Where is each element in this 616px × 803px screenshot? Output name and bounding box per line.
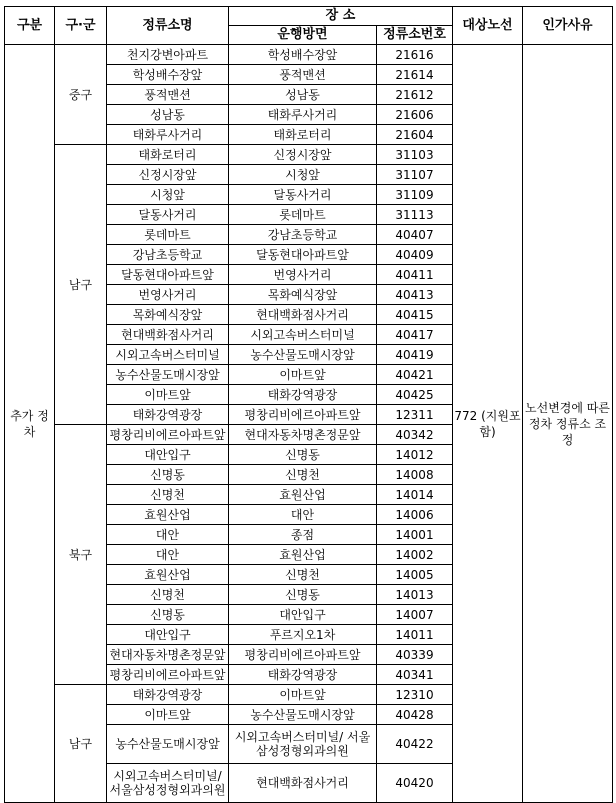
direction-cell: 시외고속버스터미널/ 서울삼성정형외과의원 bbox=[229, 725, 377, 764]
direction-cell: 평창리비에르아파트앞 bbox=[229, 645, 377, 665]
stop-name-cell: 농수산물도매시장앞 bbox=[107, 365, 229, 385]
stop-number-cell: 40422 bbox=[377, 725, 453, 764]
reason-cell: 노선변경에 따른 정차 정류소 조정 bbox=[523, 45, 613, 803]
stop-name-cell: 풍적맨션 bbox=[107, 85, 229, 105]
stop-name-cell: 달동현대아파트앞 bbox=[107, 265, 229, 285]
stop-number-cell: 31113 bbox=[377, 205, 453, 225]
direction-cell: 달동현대아파트앞 bbox=[229, 245, 377, 265]
stop-name-cell: 대안입구 bbox=[107, 445, 229, 465]
district-cell: 북구 bbox=[55, 425, 107, 685]
direction-cell: 현대백화점사거리 bbox=[229, 305, 377, 325]
stop-name-cell: 대안 bbox=[107, 525, 229, 545]
stop-number-cell: 40417 bbox=[377, 325, 453, 345]
stop-number-cell: 14014 bbox=[377, 485, 453, 505]
stop-name-cell: 신명천 bbox=[107, 585, 229, 605]
direction-cell: 농수산물도매시장앞 bbox=[229, 705, 377, 725]
direction-cell: 달동사거리 bbox=[229, 185, 377, 205]
stop-number-cell: 40339 bbox=[377, 645, 453, 665]
stop-name-cell: 태화루사거리 bbox=[107, 125, 229, 145]
stop-name-cell: 시외고속버스터미널 bbox=[107, 345, 229, 365]
direction-cell: 평창리비에르아파트앞 bbox=[229, 405, 377, 425]
stop-number-cell: 40407 bbox=[377, 225, 453, 245]
category-cell: 추가 정차 bbox=[5, 45, 55, 803]
direction-cell: 시외고속버스터미널 bbox=[229, 325, 377, 345]
stop-number-cell: 21616 bbox=[377, 45, 453, 65]
stop-number-cell: 31103 bbox=[377, 145, 453, 165]
direction-cell: 태화강역광장 bbox=[229, 385, 377, 405]
direction-cell: 태화강역광장 bbox=[229, 665, 377, 685]
stop-name-cell: 효원산업 bbox=[107, 505, 229, 525]
stop-name-cell: 현대백화점사거리 bbox=[107, 325, 229, 345]
direction-cell: 효원산업 bbox=[229, 485, 377, 505]
stop-number-cell: 12311 bbox=[377, 405, 453, 425]
district-cell: 중구 bbox=[55, 45, 107, 145]
stop-number-cell: 14005 bbox=[377, 565, 453, 585]
stop-number-cell: 31107 bbox=[377, 165, 453, 185]
stop-number-cell: 40413 bbox=[377, 285, 453, 305]
stop-name-cell: 천지강변아파트 bbox=[107, 45, 229, 65]
stop-name-cell: 평창리비에르아파트앞 bbox=[107, 665, 229, 685]
stop-name-cell: 신명천 bbox=[107, 485, 229, 505]
direction-cell: 이마트앞 bbox=[229, 685, 377, 705]
direction-cell: 이마트앞 bbox=[229, 365, 377, 385]
stop-number-cell: 14011 bbox=[377, 625, 453, 645]
header-category: 구분 bbox=[5, 7, 55, 45]
district-cell: 남구 bbox=[55, 685, 107, 803]
stop-name-cell: 대안입구 bbox=[107, 625, 229, 645]
direction-cell: 푸르지오1차 bbox=[229, 625, 377, 645]
table-body bbox=[5, 45, 613, 803]
stop-number-cell: 40425 bbox=[377, 385, 453, 405]
header-place: 장 소 bbox=[229, 7, 453, 26]
header-district: 구·군 bbox=[55, 7, 107, 45]
direction-cell: 시청앞 bbox=[229, 165, 377, 185]
stop-number-cell: 40411 bbox=[377, 265, 453, 285]
direction-cell: 풍적맨션 bbox=[229, 65, 377, 85]
direction-cell: 강남초등학교 bbox=[229, 225, 377, 245]
stop-number-cell: 14006 bbox=[377, 505, 453, 525]
direction-cell: 신명천 bbox=[229, 465, 377, 485]
stop-name-cell: 신명동 bbox=[107, 465, 229, 485]
stop-name-cell: 학성배수장앞 bbox=[107, 65, 229, 85]
stop-number-cell: 14007 bbox=[377, 605, 453, 625]
direction-cell: 목화예식장앞 bbox=[229, 285, 377, 305]
stop-name-cell: 태화강역광장 bbox=[107, 685, 229, 705]
stop-number-cell: 14002 bbox=[377, 545, 453, 565]
stop-number-cell: 14013 bbox=[377, 585, 453, 605]
stop-name-cell: 대안 bbox=[107, 545, 229, 565]
direction-cell: 대안 bbox=[229, 505, 377, 525]
stop-number-cell: 14001 bbox=[377, 525, 453, 545]
stop-number-cell: 31109 bbox=[377, 185, 453, 205]
stop-number-cell: 40415 bbox=[377, 305, 453, 325]
stop-number-cell: 21612 bbox=[377, 85, 453, 105]
stop-name-cell: 시청앞 bbox=[107, 185, 229, 205]
stop-name-cell: 농수산물도매시장앞 bbox=[107, 725, 229, 764]
direction-cell: 태화루사거리 bbox=[229, 105, 377, 125]
direction-cell: 태화로터리 bbox=[229, 125, 377, 145]
stop-name-cell: 평창리비에르아파트앞 bbox=[107, 425, 229, 445]
stop-name-cell: 목화예식장앞 bbox=[107, 305, 229, 325]
stop-number-cell: 40341 bbox=[377, 665, 453, 685]
header-stop-number: 정류소번호 bbox=[377, 26, 453, 45]
stop-number-cell: 12310 bbox=[377, 685, 453, 705]
stop-number-cell: 40421 bbox=[377, 365, 453, 385]
header-reason: 인가사유 bbox=[523, 7, 613, 45]
table-row bbox=[5, 45, 613, 65]
direction-cell: 성남동 bbox=[229, 85, 377, 105]
stop-name-cell: 성남동 bbox=[107, 105, 229, 125]
direction-cell: 현대자동차명촌정문앞 bbox=[229, 425, 377, 445]
direction-cell: 신정시장앞 bbox=[229, 145, 377, 165]
stop-number-cell: 40419 bbox=[377, 345, 453, 365]
stop-name-cell: 번영사거리 bbox=[107, 285, 229, 305]
stop-number-cell: 40420 bbox=[377, 764, 453, 803]
stop-number-cell: 21614 bbox=[377, 65, 453, 85]
stop-number-cell: 40409 bbox=[377, 245, 453, 265]
stop-number-cell: 14008 bbox=[377, 465, 453, 485]
direction-cell: 대안입구 bbox=[229, 605, 377, 625]
route-cell: 772 (지원포함) bbox=[453, 45, 523, 803]
direction-cell: 롯데마트 bbox=[229, 205, 377, 225]
stop-name-cell: 시외고속버스터미널/ 서울삼성정형외과의원 bbox=[107, 764, 229, 803]
stop-name-cell: 신명동 bbox=[107, 605, 229, 625]
stop-name-cell: 강남초등학교 bbox=[107, 245, 229, 265]
stop-name-cell: 효원산업 bbox=[107, 565, 229, 585]
stop-name-cell: 현대자동차명촌정문앞 bbox=[107, 645, 229, 665]
header-stop-name: 정류소명 bbox=[107, 7, 229, 45]
stop-name-cell: 이마트앞 bbox=[107, 385, 229, 405]
header-route: 대상노선 bbox=[453, 7, 523, 45]
stop-name-cell: 달동사거리 bbox=[107, 205, 229, 225]
direction-cell: 종점 bbox=[229, 525, 377, 545]
stop-number-cell: 21604 bbox=[377, 125, 453, 145]
stop-name-cell: 태화강역광장 bbox=[107, 405, 229, 425]
direction-cell: 신명동 bbox=[229, 445, 377, 465]
stop-name-cell: 롯데마트 bbox=[107, 225, 229, 245]
bus-stop-table bbox=[4, 6, 613, 803]
stop-number-cell: 14012 bbox=[377, 445, 453, 465]
direction-cell: 신명동 bbox=[229, 585, 377, 605]
direction-cell: 효원산업 bbox=[229, 545, 377, 565]
stop-number-cell: 21606 bbox=[377, 105, 453, 125]
direction-cell: 농수산물도매시장앞 bbox=[229, 345, 377, 365]
stop-number-cell: 40428 bbox=[377, 705, 453, 725]
direction-cell: 현대백화점사거리 bbox=[229, 764, 377, 803]
direction-cell: 신명천 bbox=[229, 565, 377, 585]
stop-name-cell: 신정시장앞 bbox=[107, 165, 229, 185]
direction-cell: 번영사거리 bbox=[229, 265, 377, 285]
stop-name-cell: 태화로터리 bbox=[107, 145, 229, 165]
district-cell: 남구 bbox=[55, 145, 107, 425]
stop-name-cell: 이마트앞 bbox=[107, 705, 229, 725]
stop-number-cell: 40342 bbox=[377, 425, 453, 445]
header-direction: 운행방면 bbox=[229, 26, 377, 45]
direction-cell: 학성배수장앞 bbox=[229, 45, 377, 65]
